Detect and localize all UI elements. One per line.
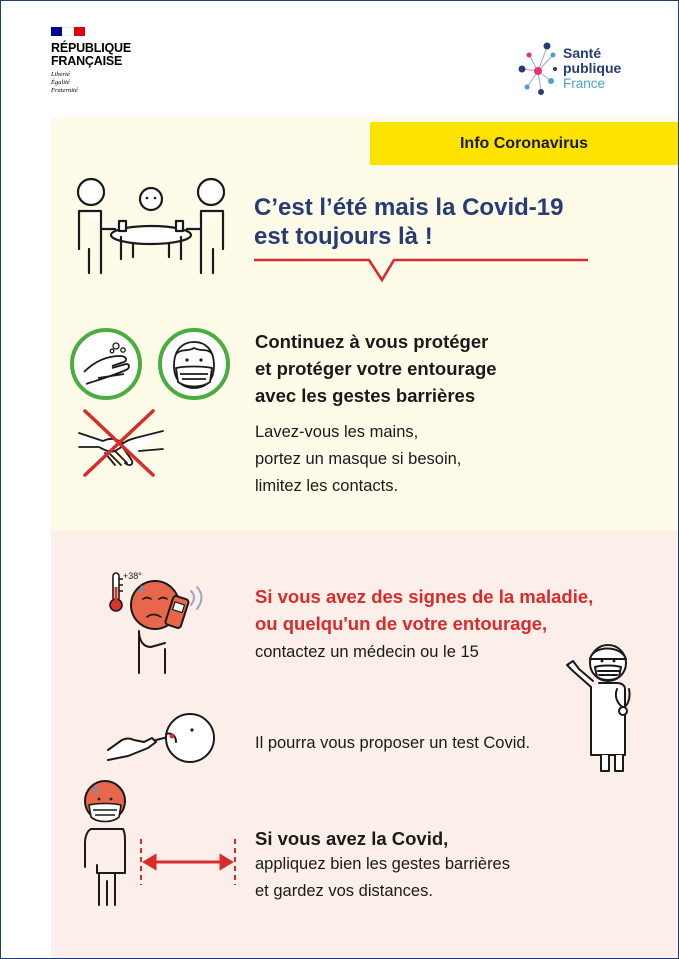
thermometer-label: +38° [123, 571, 142, 581]
sante-publique-france-logo [517, 37, 621, 99]
rf-motto: Liberté Égalité Fraternité [51, 71, 78, 94]
test-body: Il pourra vous proposer un test Covid. [255, 734, 531, 752]
protect-body: Lavez-vous les mains, portez un masque si besoin, limitez les contacts. [255, 423, 462, 495]
spf-line1: Santé [563, 44, 602, 61]
covid-heading: Si vous avez la Covid, [255, 828, 449, 849]
republique-francaise-logo [51, 27, 131, 95]
spf-network-icon [517, 37, 559, 99]
covid-person-distance-icon [77, 777, 241, 907]
speech-bubble-underline [254, 254, 588, 284]
symptoms-heading: Si vous avez des signes de la maladie, ou quelqu'un de votre entourage, [255, 586, 594, 634]
doctor-icon [565, 637, 639, 775]
sick-person-phone-icon [105, 569, 217, 677]
spf-line3: France [563, 75, 606, 91]
people-at-table-icon [75, 177, 231, 277]
rf-name: RÉPUBLIQUE FRANÇAISE [51, 41, 131, 68]
french-flag-icon [51, 27, 85, 36]
info-coronavirus-banner: Info Coronavirus [370, 122, 678, 165]
page-title: C’est l’été mais la Covid-19 est toujours là ! [254, 194, 564, 250]
handwashing-icon [68, 326, 144, 402]
symptoms-body: contactez un médecin ou le 15 [255, 643, 479, 661]
covid-test-swab-icon [108, 712, 218, 768]
face-mask-icon [156, 326, 232, 402]
covid-body: appliquez bien les gestes barrières et gardez vos distances. [255, 855, 510, 900]
spf-line2: publique [563, 59, 622, 76]
protect-heading: Continuez à vous protéger et protéger votre entourage avec les gestes barrières [255, 331, 497, 406]
no-handshake-icon [79, 407, 163, 479]
